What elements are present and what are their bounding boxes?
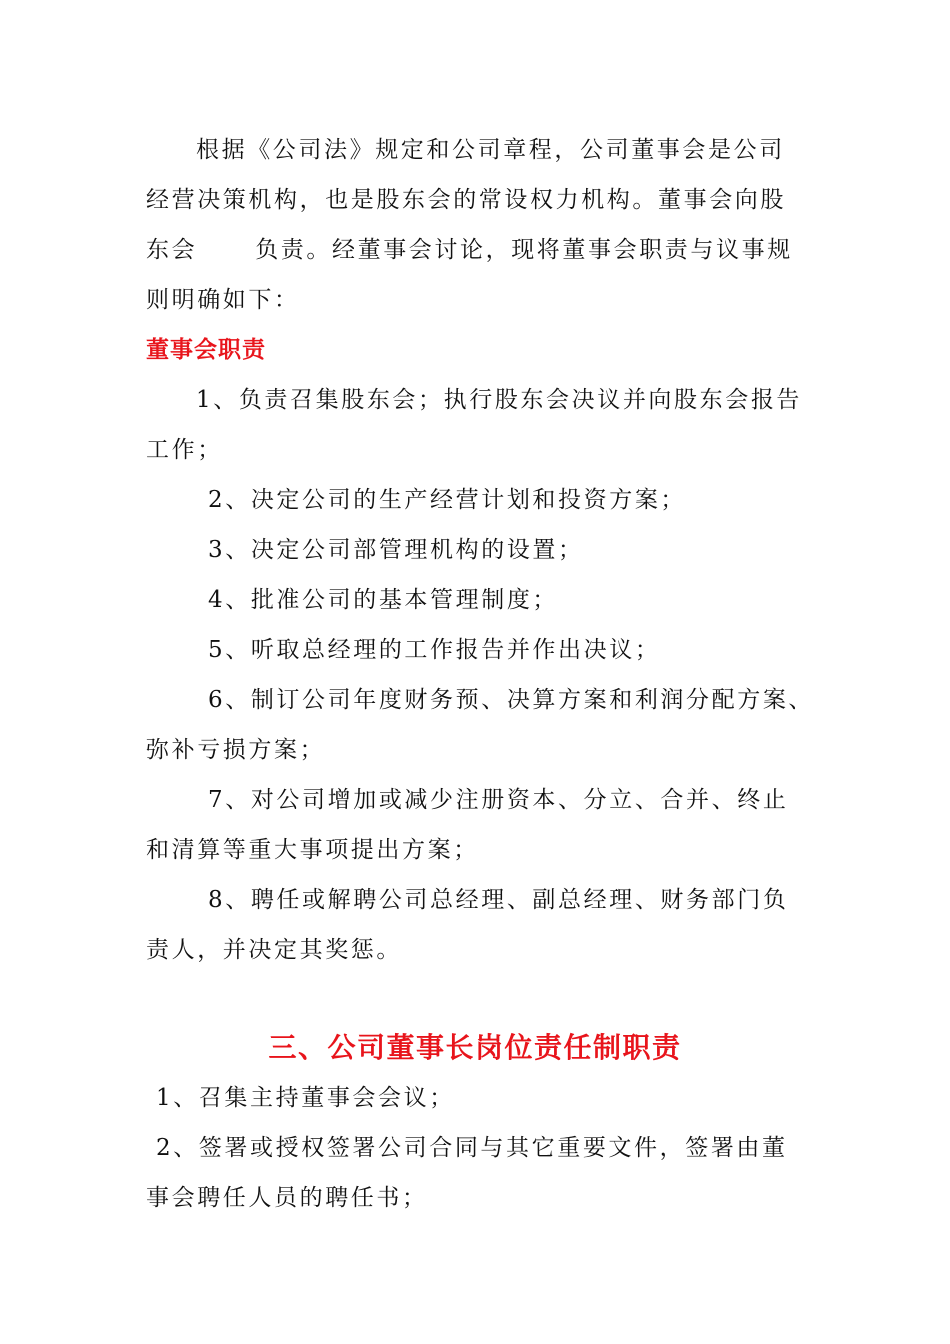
chairman-section-title: 三、公司董事长岗位责任制职责 — [268, 1031, 682, 1064]
duty-item-8-line-1: 8、聘任或解聘公司总经理、副总经理、财务部门负 — [208, 887, 789, 913]
chairman-item-2-line-2: 事会聘任人员的聘任书； — [146, 1185, 428, 1211]
duty-item-3: 3、决定公司部管理机构的设置； — [208, 537, 584, 563]
duty-item-1-line-2: 工作； — [146, 437, 223, 463]
intro-line-1: 根据《公司法》规定和公司章程，公司董事会是公司 — [196, 137, 785, 163]
duty-item-5: 5、听取总经理的工作报告并作出决议； — [208, 637, 661, 663]
duty-item-2: 2、决定公司的生产经营计划和投资方案； — [208, 487, 687, 513]
duty-item-1-line-1: 1、负责召集股东会；执行股东会决议并向股东会报告 — [196, 387, 803, 413]
duty-item-4: 4、批准公司的基本管理制度； — [208, 587, 559, 613]
duty-item-6-line-2: 弥补亏损方案； — [146, 737, 326, 763]
duty-item-7-line-2: 和清算等重大事项提出方案； — [146, 837, 479, 863]
intro-line-2: 经营决策机构，也是股东会的常设权力机构。董事会向股 — [146, 187, 786, 213]
intro-line-3 — [146, 235, 826, 265]
chairman-item-2-line-1: 2、签署或授权签署公司合同与其它重要文件，签署由董 — [156, 1135, 788, 1161]
duty-item-7-line-1: 7、对公司增加或减少注册资本、分立、合并、终止 — [208, 787, 789, 813]
duty-item-6-line-1: 6、制订公司年度财务预、决算方案和利润分配方案、 — [208, 687, 815, 713]
chairman-item-1: 1、召集主持董事会会议； — [156, 1085, 455, 1111]
intro-line-3-start: 东会 — [146, 237, 198, 263]
duty-item-8-line-2: 责人，并决定其奖惩。 — [146, 937, 402, 963]
intro-line-4: 则明确如下： — [146, 287, 300, 313]
intro-line-3-end: 负责。经董事会讨论，现将董事会职责与议事规 — [255, 237, 793, 263]
board-duties-heading: 董事会职责 — [146, 336, 266, 363]
